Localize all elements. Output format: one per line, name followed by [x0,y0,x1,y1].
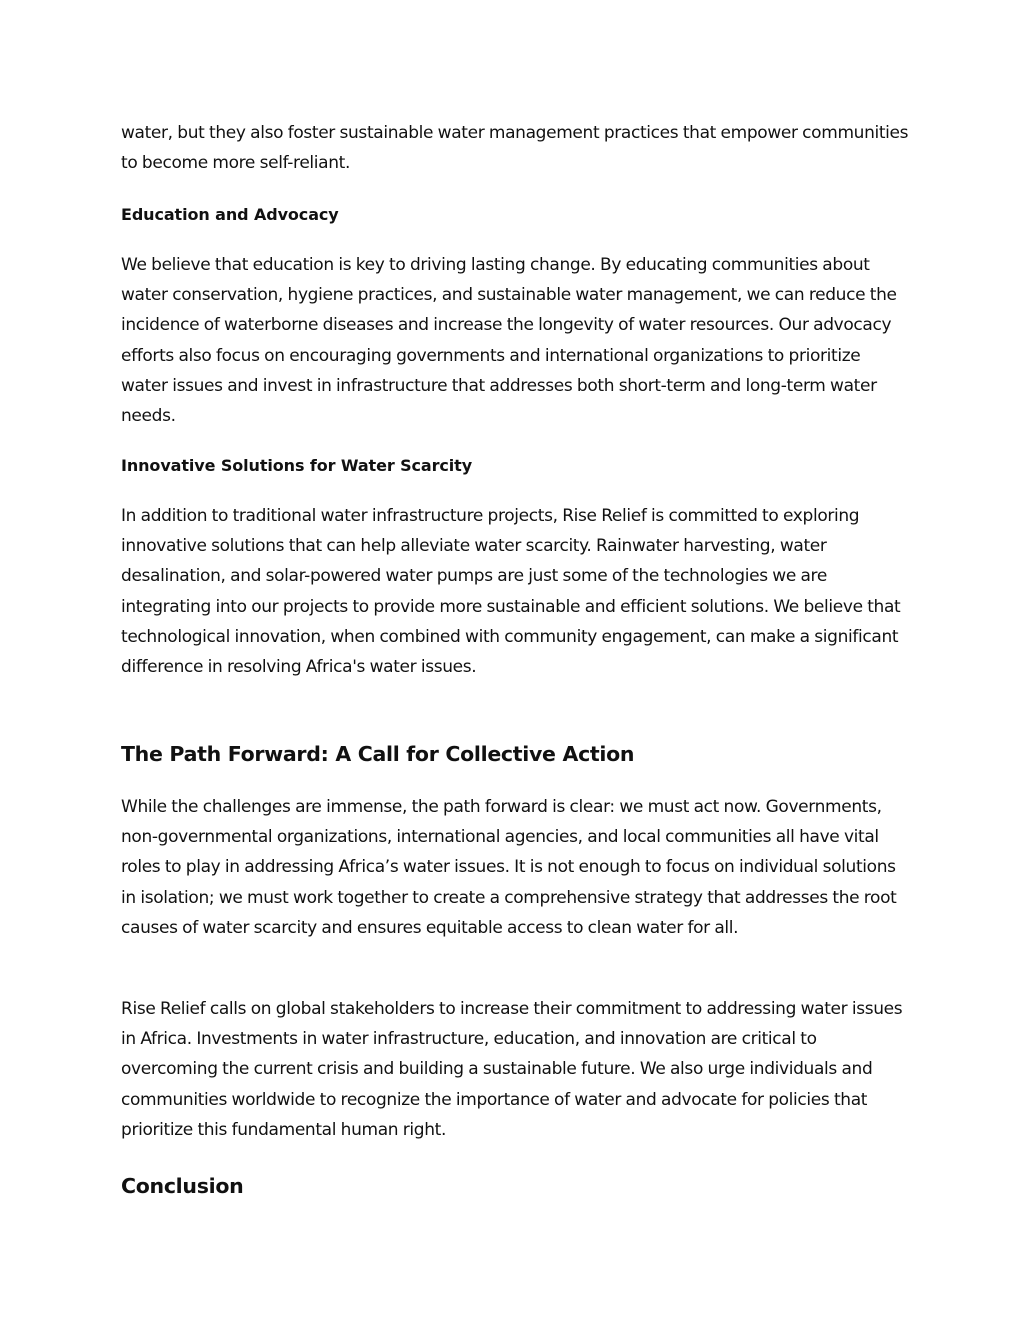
education-advocacy-paragraph: We believe that education is key to driving lasting change. By educating communities about water conservation, hygiene practices, and sustainable water management, we can reduce the incidence of waterborne diseases and increase the longevity of water resources. Our advocacy efforts also focus on encouraging governments and international organizations to prioritize water issues and invest in infrastructure that addresses both short-term and long-term water needs. [121,255,897,427]
intro-paragraph: water, but they also foster sustainable water management practices that empower communities to become more self-reliant. [121,123,909,174]
section-heading-education-advocacy: Education and Advocacy [121,205,339,224]
path-forward-paragraph-1: While the challenges are immense, the path forward is clear: we must act now. Governments, non-governmental organizations, international agencies, and local communities all have vital roles to play in addressing Africa’s water issues. It is not enough to focus on individual solutions in isolation; we must work together to create a comprehensive strategy that addresses the root causes of water scarcity and ensures equitable access to clean water for all. [121,797,897,938]
innovative-solutions-paragraph: In addition to traditional water infrastructure projects, Rise Relief is committed to exploring innovative solutions that can help alleviate water scarcity. Rainwater harvesting, water desalination, and solar-powered water pumps are just some of the technologies we are integrating into our projects to provide more sustainable and efficient solutions. We believe that technological innovation, when combined with community engagement, can make a significant difference in resolving Africa's water issues. [121,506,901,678]
path-forward-paragraph-2: Rise Relief calls on global stakeholders to increase their commitment to addressing water issues in Africa. Investments in water infrastructure, education, and innovation are critical to overcoming the current crisis and building a sustainable future. We also urge individuals and communities worldwide to recognize the importance of water and advocate for policies that prioritize this fundamental human right. [121,999,903,1140]
section-heading-conclusion: Conclusion [121,1174,244,1198]
section-heading-path-forward: The Path Forward: A Call for Collective Action [121,742,635,766]
section-heading-innovative-solutions: Innovative Solutions for Water Scarcity [121,456,473,475]
